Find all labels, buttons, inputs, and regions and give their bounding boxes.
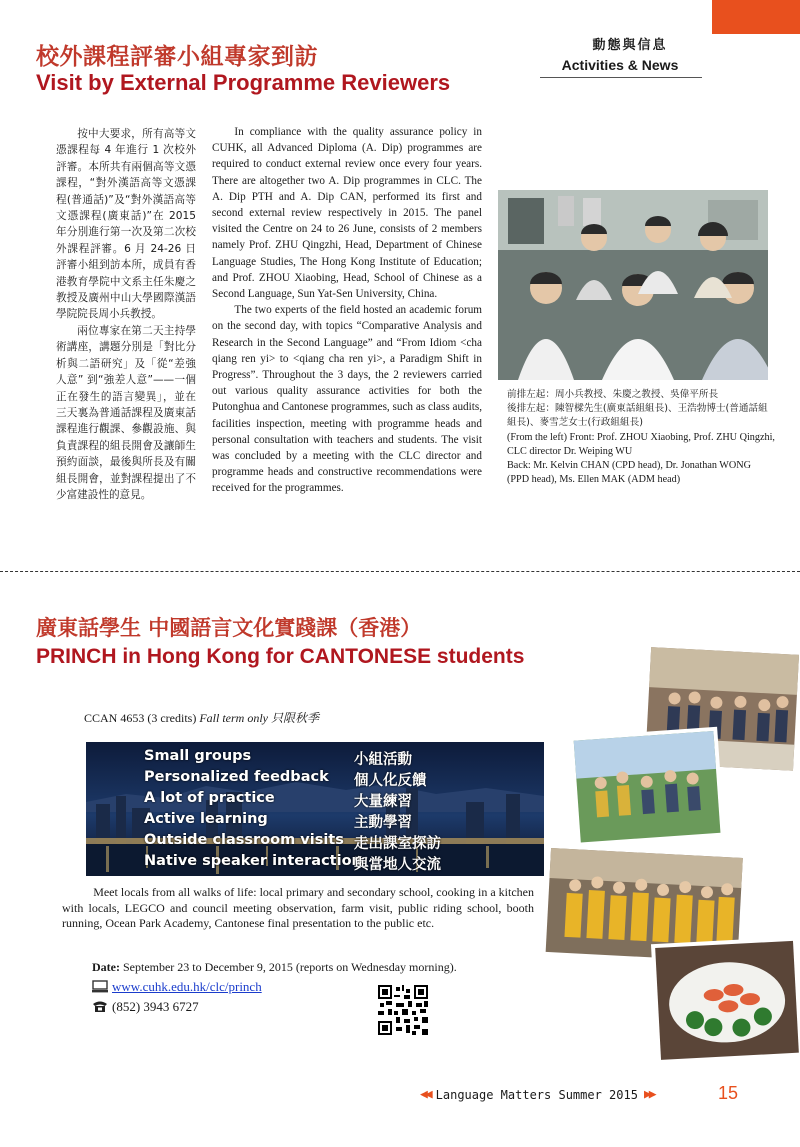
date-value: September 23 to December 9, 2015 (reports on Wednesday morning). xyxy=(122,960,457,974)
course-code: CCAN 4653 (3 credits) xyxy=(84,711,197,725)
caption-zh-front: 前排左起：周小兵教授、朱慶之教授、吳偉平所長 xyxy=(507,389,719,400)
article2-body: Meet locals from all walks of life: local primary and secondary school, cooking in a kitchen with locals, LEGCO and council meeting observation, farm visit, public riding school, booth running, Ocean Park Academy, Cantonese final presentation to the public etc. xyxy=(62,885,534,930)
feature-active-learning: Active learning 主動學習 xyxy=(144,811,412,831)
article1-zh-para1: 按中大要求，所有高等文憑課程每 4 年進行 1 次校外評審。本所共有兩個高等文憑課程，“對外漢語高等文憑課程(普通話)”及“對外漢語高等文憑課程(廣東話)”在 2015 年分別進行第一次及第二次校外課程評審。6 月 24-26 日評審小組到訪本所，成員有香港教育學院中文系主任朱慶之教授及廣州中山大學國際漢語學院院長周小兵教授。 xyxy=(56,128,196,321)
article1-en-para1: In compliance with the quality assurance policy in CUHK, all Advanced Diploma (A. Dip) programmes are required to conduct external review once every four years. There are altogether two A. Dip programmes in CLC. The A. Dip PTH and A. Dip CAN, performed its first and second external review respectively in 2015. The panel visited the Centre on 24 to 26 June, consists of 2 members namely Prof. ZHU Qingzhi, Head, Department of Chinese Language Studies, The Hong Kong Institute of Education; and Prof. ZHOU Xiaobing, Head, School of Chinese as a Second Language, Sun Yat-Sen University, China. xyxy=(212,126,482,301)
caption-en-back: Back: Mr. Kelvin CHAN (CPD head), Dr. Jonathan WONG (PPD head), Ms. Ellen MAK (ADM head) xyxy=(507,460,751,486)
phone-number: (852) 3943 6727 xyxy=(112,999,199,1014)
course-info xyxy=(84,709,319,726)
article1-title-zh: 校外課程評審小組專家到訪 xyxy=(36,44,318,70)
footer xyxy=(420,1087,654,1102)
course-date xyxy=(92,960,457,975)
section-label-en: Activities & News xyxy=(561,57,679,73)
skyline-banner xyxy=(86,742,544,876)
prev-arrows-icon: ◀◀ xyxy=(420,1087,430,1102)
caption-en-front: (From the left) Front: Prof. ZHOU Xiaobing, Prof. ZHU Qingzhi, CLC director Dr. Weiping WU xyxy=(507,431,775,457)
article1-en-para2: The two experts of the field hosted an academic forum on the second day, with topics “Comparative Analysis and Research in the Second Language” and “From Idiom <cha qiang ren yi> to <qiang cha ren yi>, a Paradigm Shift in Progress”. Throughout the 3 days, the 2 reviewers carried out various quality assurance activities for both the Putonghua and Cantonese programmes, such as class audits, facilities inspection, meeting with programme heads and personal consultation with teachers and students. The visit was concluded by a meeting with the CLC director and programme heads and constructive recommendations were received for the programmes. xyxy=(212,304,483,495)
computer-icon xyxy=(92,980,108,993)
article1-zh-para2: 兩位專家在第二天主持學術講座，講題分別是「對比分析與二語研究」及「從“差強人意” 到“強差人意”——一個正在發生的語言變異」，並在三天裏為普通話課程及廣東話課程進行觀課、參觀設施、與負責課程的組長開會及讓師生預約面談，最後與所長及有關組長開會，並對課程提出了不少富建設性的意見。 xyxy=(56,324,196,501)
feature-personalized-feedback: Personalized feedback 個人化反饋 xyxy=(144,769,427,789)
qr-code[interactable] xyxy=(378,985,428,1035)
article1-column-en xyxy=(212,124,482,497)
activity-photo-collage xyxy=(544,640,800,1060)
feature-practice: A lot of practice 大量練習 xyxy=(144,790,412,810)
section-label-zh: 動態與信息 xyxy=(592,38,668,53)
article2-title-en: PRINCH in Hong Kong for CANTONESE students xyxy=(36,645,525,668)
corner-tab xyxy=(712,0,800,34)
publication-name: Language Matters Summer 2015 xyxy=(435,1087,638,1102)
section-divider xyxy=(0,571,800,572)
reviewers-group-photo xyxy=(498,190,768,380)
date-label: Date: xyxy=(92,960,120,974)
article1-title-en: Visit by External Programme Reviewers xyxy=(36,70,451,95)
phone-row xyxy=(92,999,199,1015)
website-link[interactable]: www.cuhk.edu.hk/clc/princh xyxy=(112,979,262,994)
article1-column-zh xyxy=(56,126,196,503)
article2-title-zh: 廣東話學生 中國語言文化實踐課（香港） xyxy=(36,616,422,640)
website-row xyxy=(92,979,262,995)
caption-zh-back: 後排左起：陳智樑先生(廣東話組組長)、王浩勃博士(普通話組組長)、麥雪芝女士(行政組組長) xyxy=(507,403,768,429)
feature-native-speaker: Native speaker interaction 與當地人交流 xyxy=(144,853,441,873)
feature-small-groups: Small groups 小組活動 xyxy=(144,748,412,768)
header-rule xyxy=(540,77,702,78)
feature-outside-visits: Outside classroom visits 走出課室探訪 xyxy=(144,832,441,852)
page-number: 15 xyxy=(718,1083,739,1103)
next-arrows-icon: ▶▶ xyxy=(643,1087,654,1102)
course-term: Fall term only 只限秋季 xyxy=(199,711,319,725)
photo-caption xyxy=(507,388,775,487)
telephone-icon xyxy=(92,1000,108,1013)
